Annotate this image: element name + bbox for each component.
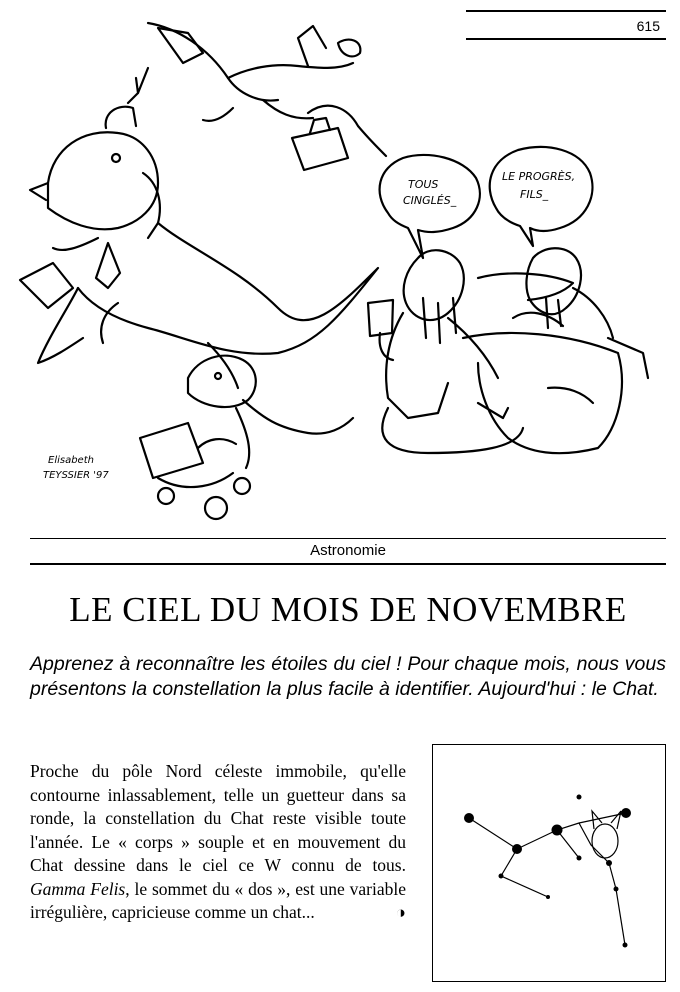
bubble-left-line2: CINGLÉS_ — [403, 194, 457, 207]
caveman-with-cup-drawing — [368, 250, 523, 453]
article-body — [30, 760, 406, 925]
star — [623, 943, 628, 948]
star — [621, 808, 631, 818]
flying-creature-with-suitcase-drawing — [148, 23, 386, 170]
bubble-right-line2: FILS_ — [520, 188, 549, 201]
section-header — [30, 538, 666, 565]
article-lead: Apprenez à reconnaître les étoiles du ciel ! Pour chaque mois, nous vous présentons la constellation la plus facile à identifier. Aujourd'hui : le Chat. — [30, 653, 666, 700]
svg-text:Elisabeth: Elisabeth — [48, 455, 94, 466]
end-of-article-icon: ◑ — [395, 903, 406, 922]
small-dinosaur-with-stroller-drawing — [140, 356, 353, 519]
caveman-leaning-drawing — [513, 248, 648, 378]
constellation-chart — [432, 744, 666, 982]
star — [546, 895, 550, 899]
section-label: Astronomie — [310, 542, 386, 559]
star — [512, 844, 522, 854]
star — [499, 874, 504, 879]
body-text-start: Proche du pôle Nord céleste immobile, qu'elle contourne inlassablement, telle un guetteur dans sa ronde, la constellation du Chat reste visible toute l'année. Le « corps » souple et en mouvement du Chat dessine dans le ciel ce W connu de tous. — [30, 761, 406, 875]
star — [577, 795, 582, 800]
svg-text:TEYSSIER '97: TEYSSIER '97 — [43, 470, 109, 481]
artist-signature — [43, 455, 109, 481]
constellation-diagram — [433, 745, 664, 980]
bubble-right-line1: LE PROGRÈS, — [502, 170, 576, 183]
bubble-left-line1: TOUS — [408, 178, 439, 191]
dinosaur-with-phone-drawing — [20, 68, 378, 388]
section-bottom-rule — [30, 563, 666, 565]
star — [606, 860, 612, 866]
article-title: LE CIEL DU MOIS DE NOVEMBRE — [69, 590, 627, 629]
cartoon-illustration — [8, 8, 656, 528]
body-text-end: , le sommet du « dos », est une variable irrégulière, capricieuse comme un chat... — [30, 878, 406, 922]
star-name-gamma-felis: Gamma Felis — [30, 878, 126, 899]
page-number: 615 — [636, 18, 660, 34]
star — [577, 856, 582, 861]
star — [614, 887, 619, 892]
star — [464, 813, 474, 823]
rock-seat-drawing — [463, 273, 622, 453]
star — [552, 825, 563, 836]
